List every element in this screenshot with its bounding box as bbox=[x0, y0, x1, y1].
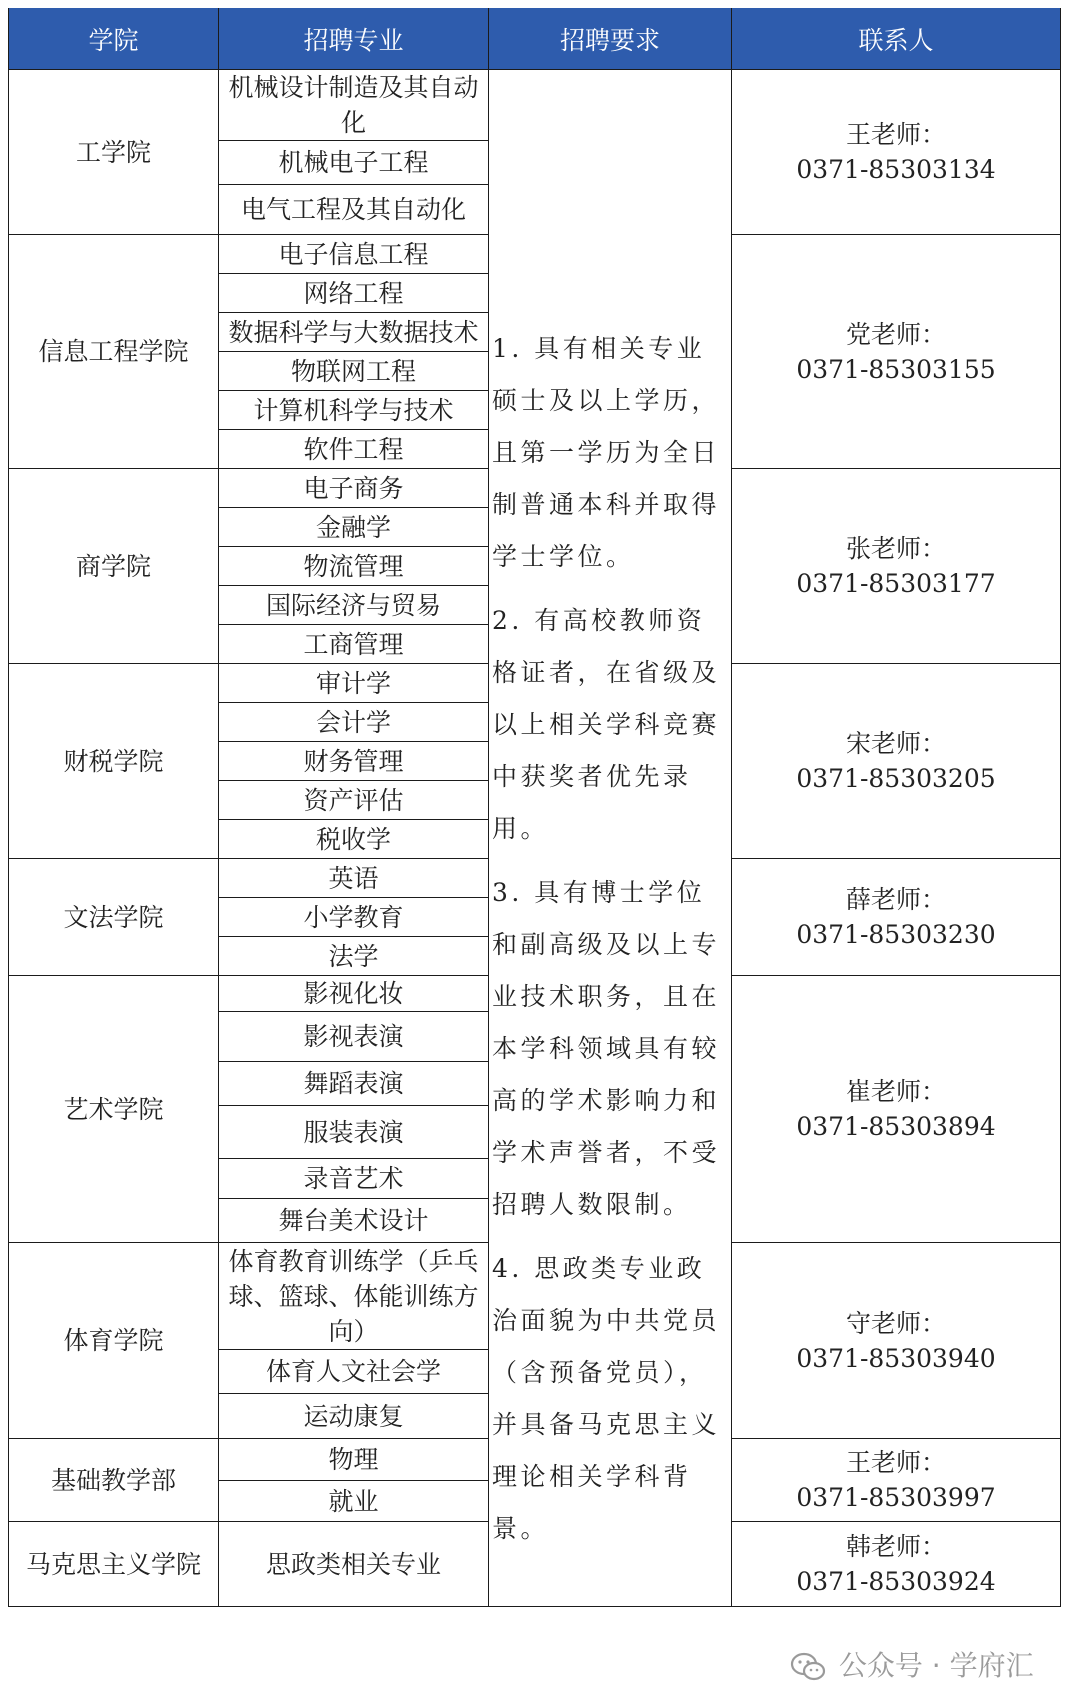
contact-phone: 0371-85303177 bbox=[796, 569, 996, 598]
contact-cell bbox=[732, 70, 1061, 235]
major-name: 电气工程及其自动化 bbox=[219, 185, 489, 235]
college-name: 基础教学部 bbox=[9, 1439, 219, 1522]
contact-name: 薛老师： bbox=[845, 885, 946, 914]
major-name: 物联网工程 bbox=[219, 352, 489, 391]
header-college: 学院 bbox=[9, 8, 219, 70]
contact-name: 党老师： bbox=[845, 319, 946, 349]
major-name: 法学 bbox=[219, 937, 489, 976]
major-name: 舞蹈表演 bbox=[219, 1062, 489, 1106]
requirement-item: 4. 思政类专业政治面貌为中共党员（含预备党员），并具备马克思主义理论相关学科背景。 bbox=[492, 1254, 721, 1543]
watermark-text: 公众号 · 学府汇 bbox=[838, 1649, 1034, 1682]
major-name: 审计学 bbox=[219, 664, 489, 703]
major-name: 机械设计制造及其自动化 bbox=[219, 70, 489, 141]
requirements-text bbox=[489, 70, 731, 1555]
wechat-icon bbox=[790, 1652, 826, 1682]
contact-cell bbox=[732, 235, 1061, 469]
contact-phone: 0371-85303155 bbox=[796, 354, 996, 384]
major-name: 机械电子工程 bbox=[219, 141, 489, 185]
table-row bbox=[9, 70, 1061, 141]
major-name: 工商管理 bbox=[219, 625, 489, 664]
recruitment-table-container bbox=[8, 8, 1060, 1698]
contact-phone: 0371-85303894 bbox=[796, 1112, 996, 1141]
major-name: 录音艺术 bbox=[219, 1159, 489, 1199]
major-name: 金融学 bbox=[219, 508, 489, 547]
requirement-item: 3. 具有博士学位和副高级及以上专业技术职务，且在本学科领域具有较高的学术影响力和学术声誉者，不受招聘人数限制。 bbox=[492, 878, 721, 1219]
contact-cell bbox=[732, 1243, 1061, 1439]
major-name: 舞台美术设计 bbox=[219, 1199, 489, 1243]
header-requirements: 招聘要求 bbox=[489, 8, 732, 70]
major-name: 思政类相关专业 bbox=[219, 1522, 489, 1607]
table-body bbox=[9, 70, 1061, 1607]
major-name: 会计学 bbox=[219, 703, 489, 742]
contact-phone: 0371-85303924 bbox=[796, 1567, 996, 1596]
contact-name: 张老师： bbox=[845, 534, 946, 563]
contact-name: 宋老师： bbox=[845, 729, 946, 758]
major-name: 体育教育训练学（乒乓球、篮球、体能训练方向） bbox=[219, 1243, 489, 1350]
college-name: 艺术学院 bbox=[9, 976, 219, 1243]
contact-cell bbox=[732, 664, 1061, 859]
college-name: 文法学院 bbox=[9, 859, 219, 976]
contact-name: 王老师： bbox=[845, 120, 946, 149]
watermark bbox=[790, 1642, 1060, 1690]
contact-phone: 0371-85303134 bbox=[796, 155, 996, 184]
major-name: 软件工程 bbox=[219, 430, 489, 469]
header-major: 招聘专业 bbox=[219, 8, 489, 70]
contact-phone: 0371-85303230 bbox=[796, 920, 996, 949]
major-name: 税收学 bbox=[219, 820, 489, 859]
major-name: 财务管理 bbox=[219, 742, 489, 781]
college-name: 商学院 bbox=[9, 469, 219, 664]
major-name: 影视表演 bbox=[219, 1012, 489, 1062]
contact-cell bbox=[732, 469, 1061, 664]
contact-cell bbox=[732, 1522, 1061, 1607]
major-name: 物理 bbox=[219, 1439, 489, 1481]
major-name: 计算机科学与技术 bbox=[219, 391, 489, 430]
contact-name: 守老师： bbox=[845, 1308, 946, 1338]
header-contact: 联系人 bbox=[732, 8, 1061, 70]
requirements-cell bbox=[489, 70, 732, 1607]
major-name: 电子信息工程 bbox=[219, 235, 489, 274]
major-name: 英语 bbox=[219, 859, 489, 898]
major-name: 影视化妆 bbox=[219, 976, 489, 1012]
college-name: 体育学院 bbox=[9, 1243, 219, 1439]
requirement-item: 2. 有高校教师资格证者，在省级及以上相关学科竞赛中获奖者优先录用。 bbox=[492, 606, 721, 843]
major-name: 小学教育 bbox=[219, 898, 489, 937]
major-name: 电子商务 bbox=[219, 469, 489, 508]
major-name: 数据科学与大数据技术 bbox=[219, 313, 489, 352]
contact-phone: 0371-85303940 bbox=[796, 1343, 996, 1373]
contact-name: 崔老师： bbox=[845, 1077, 946, 1106]
contact-cell bbox=[732, 1439, 1061, 1522]
major-name: 国际经济与贸易 bbox=[219, 586, 489, 625]
contact-cell bbox=[732, 976, 1061, 1243]
requirement-item: 1. 具有相关专业硕士及以上学历，且第一学历为全日制普通本科并取得学士学位。 bbox=[492, 334, 721, 571]
contact-name: 王老师： bbox=[845, 1448, 946, 1477]
college-name: 财税学院 bbox=[9, 664, 219, 859]
table-header bbox=[9, 8, 1061, 70]
major-name: 资产评估 bbox=[219, 781, 489, 820]
contact-phone: 0371-85303205 bbox=[796, 764, 996, 793]
recruitment-table bbox=[8, 8, 1061, 1607]
contact-name: 韩老师： bbox=[845, 1532, 946, 1561]
major-name: 就业 bbox=[219, 1481, 489, 1522]
major-name: 体育人文社会学 bbox=[219, 1350, 489, 1394]
college-name: 信息工程学院 bbox=[9, 235, 219, 469]
major-name: 服装表演 bbox=[219, 1106, 489, 1159]
contact-cell bbox=[732, 859, 1061, 976]
major-name: 物流管理 bbox=[219, 547, 489, 586]
major-name: 运动康复 bbox=[219, 1394, 489, 1439]
contact-phone: 0371-85303997 bbox=[796, 1483, 996, 1512]
college-name: 马克思主义学院 bbox=[9, 1522, 219, 1607]
major-name: 网络工程 bbox=[219, 274, 489, 313]
college-name: 工学院 bbox=[9, 70, 219, 235]
